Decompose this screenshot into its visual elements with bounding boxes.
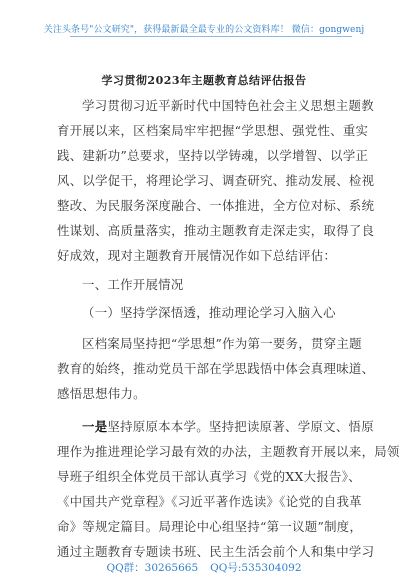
paragraph-line [82,417,374,437]
paragraph-line: 命》等规定篇目。局理论中心组坚持“第一议题”制度， [57,519,363,534]
paragraph-line: 风、以学促干，将理论学习、调查研究、推动发展、检视 [57,173,375,188]
footer-contact [0,560,408,575]
paragraph-line: 学习贯彻习近平新时代中国特色社会主义思想主题教 [82,98,374,113]
paragraph-line: 好成效，现对主题教育开展情况作如下总结评估： [57,248,337,263]
paragraph-line: 性谋划、高质量落实，推动主题教育走深走实，取得了良 [57,223,375,238]
qq-group-label: QQ群：30265665 [106,562,199,574]
paragraph-line: 践、建新功”总要求，坚持以学铸魂，以学增智、以学正 [57,148,369,163]
paragraph-line: 《中国共产党章程》《习近平著作选读》《论党的自我革 [57,494,362,509]
paragraph-line: 导班子组织全体党员干部认真学习《党的XX大报告》、 [57,469,361,484]
paragraph-text: 坚持原原本本学。坚持把读原著、学原文、悟原 [107,419,374,434]
qq-number-label: QQ号:535304092 [210,562,302,574]
paragraph-lead: 一是 [82,419,108,434]
paragraph-line: 感悟思想伟力。 [57,386,146,401]
paragraph-line: 通过主题教育专题读书班、民主生活会前个人和集中学习 [57,544,375,559]
header-banner: 关注头条号"公文研究"，获得最新最全最专业的公文资料库！ 微信：gongwenj [43,25,365,35]
header-divider [70,36,352,37]
section-heading: 一、工作开展情况 [82,277,184,292]
document-title: 学习贯彻2023年主题教育总结评估报告 [101,74,307,87]
paragraph-line: 育开展以来，区档案局牢牢把握“学思想、强党性、重实 [57,123,369,138]
paragraph-line: 理作为推进理论学习最有效的办法，主题教育开展以来，局领 [57,444,400,459]
paragraph-line: 区档案局坚持把“学思想”作为第一要务，贯穿主题 [82,336,362,351]
paragraph-line: 整改、为民服务深度融合、一体推进，全方位对标、系统 [57,198,375,213]
subsection-heading: （一）坚持学深悟透，推动理论学习入脑入心 [82,305,336,320]
paragraph-line: 教育的始终，推动党员干部在学思践悟中体会真理味道、 [57,361,375,376]
